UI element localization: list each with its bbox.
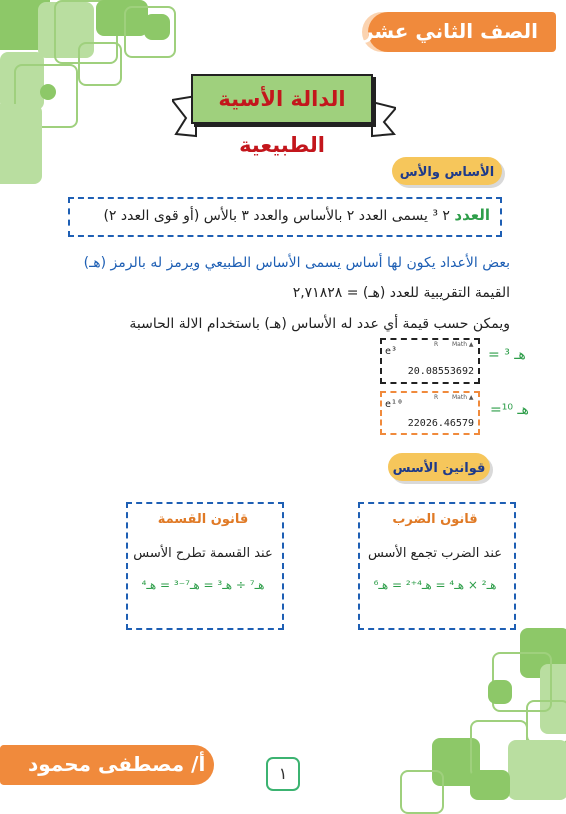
calc1-mode2: Math ▲ bbox=[452, 341, 474, 348]
rule-div-desc: عند القسمة تطرح الأسس bbox=[133, 546, 273, 561]
rule-div-formula: هـ⁷ ÷ هـ³ = هـ⁷⁻³ = هـ⁴ bbox=[141, 578, 265, 592]
calc2-output: 22026.46579 bbox=[407, 418, 474, 429]
calc2-display bbox=[380, 391, 480, 435]
rule-mult-formula: هـ² × هـ⁴ = هـ⁴⁺² = هـ⁶ bbox=[373, 578, 497, 592]
rule-div-title: قانون القسمة bbox=[157, 512, 249, 527]
section-pill-base-exponent bbox=[392, 157, 502, 185]
page-title: الدالة الأسية الطبيعية bbox=[218, 87, 346, 157]
title-banner bbox=[191, 74, 373, 157]
rule-mult-desc: عند الضرب تجمع الأسس bbox=[367, 546, 503, 561]
calc1-output: 20.08553692 bbox=[407, 366, 474, 377]
definition-line: ٢ ³ يسمى العدد ٢ بالأساس والعدد ٣ بالأس (أو قوى العدد ٢) bbox=[103, 208, 450, 224]
section-label: قوانين الأسس bbox=[392, 461, 486, 476]
calc2-mode2: Math ▲ bbox=[452, 394, 474, 401]
calc1-label: هـ ³ = bbox=[488, 347, 526, 363]
section-pill-exponent-laws bbox=[388, 453, 490, 481]
definition-keyword: العدد bbox=[454, 206, 490, 224]
calculator-note: ويمكن حسب قيمة أي عدد له الأساس (هـ) باستخدام الالة الحاسبة bbox=[129, 316, 510, 332]
calc2-input: e¹⁰ bbox=[385, 399, 404, 410]
definition-text bbox=[103, 206, 490, 224]
grade-title: الصف الثاني عشر bbox=[361, 19, 538, 43]
section-label: الأساس والأس bbox=[399, 165, 495, 180]
rule-mult-title: قانون الضرب bbox=[392, 512, 478, 527]
teacher-name: أ/ مصطفى محمود bbox=[28, 752, 206, 776]
page-number: ١ bbox=[266, 757, 300, 791]
calc2-mode: R bbox=[434, 394, 439, 401]
calc1-mode: R bbox=[434, 341, 439, 348]
natural-base-text: بعض الأعداد يكون لها أساس يسمى الأساس الطبيعي ويرمز له بالرمز (هـ) bbox=[83, 255, 510, 271]
calc1-display bbox=[380, 338, 480, 384]
calc1-input: e³ bbox=[385, 346, 398, 357]
approx-value-text: القيمة التقريبية للعدد (هـ) = ٢,٧١٨٢٨ bbox=[292, 285, 510, 301]
calc2-label: هـ ¹⁰= bbox=[490, 402, 529, 418]
